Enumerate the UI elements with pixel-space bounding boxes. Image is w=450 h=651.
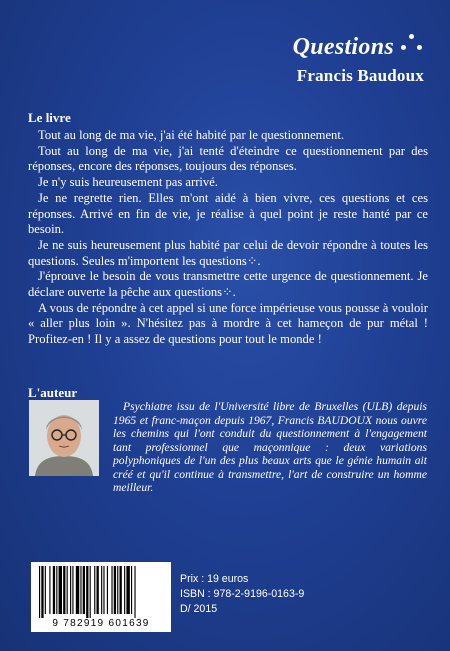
barcode-bar [41, 566, 43, 618]
small-dots-icon: ⁘ [222, 285, 233, 300]
barcode-bar [39, 566, 40, 618]
small-dots-icon: ⁘ [246, 253, 258, 268]
livre-paragraph: A vous de répondre à cet appel si une force impérieuse vous pousse à vouloir « aller plus loin ». N'hésitez pas à mordre à cet hameçon de pur métal ! Profitez-en ! Il y a assez de questions pour tout le monde ! [28, 300, 428, 347]
barcode-bar [45, 566, 46, 614]
barcode-bar [120, 566, 122, 614]
barcode-bar [80, 566, 81, 614]
barcode-number: 9 782919 601639 [52, 618, 150, 629]
livre-paragraph: Tout au long de ma vie, j'ai tenté d'éteindre ce questionnement par des réponses, encore des réponses, toujours des réponses. [28, 143, 428, 174]
livre-heading: Le livre [28, 110, 71, 125]
livre-paragraph: J'éprouve le besoin de vous transmettre cette urgence de questionnement. Je déclare ouverte la pêche aux questions [28, 269, 428, 300]
barcode-bars [31, 562, 171, 618]
three-dots-icon [400, 32, 424, 54]
barcode-bar [126, 566, 129, 614]
livre-text [28, 128, 428, 348]
barcode-bar [103, 566, 104, 614]
barcode-bar [83, 566, 85, 614]
livre-paragraph: Je ne regrette rien. Elles m'ont aidé à bien vivre, ces questions et ces réponses. Arrivé en fin de vie, je réalise à quel point je reste hanté par ce besoin. [28, 190, 428, 237]
barcode-bar [49, 566, 50, 614]
barcode-bar [107, 566, 108, 614]
barcode-bar [134, 566, 135, 618]
barcode-bar [114, 566, 116, 614]
book-info [180, 572, 304, 617]
barcode-bar [90, 566, 91, 618]
barcode-bar [97, 566, 99, 614]
author-photo [29, 400, 99, 476]
price-label: Prix : 19 euros [180, 573, 249, 585]
barcode-bar [124, 566, 125, 614]
barcode-bar [101, 566, 102, 614]
barcode-bar [72, 566, 73, 614]
barcode-bar [76, 566, 79, 614]
depot-label: D/ 2015 [180, 603, 218, 615]
barcode-bar [56, 566, 57, 614]
author-bio [113, 400, 427, 495]
barcode-bar [59, 566, 62, 614]
barcode-bar [111, 566, 112, 614]
title-block [293, 32, 424, 61]
auteur-heading: L'auteur [28, 385, 78, 400]
livre-paragraph-with-dots: J'éprouve le besoin de vous transmettre cette urgence de questionnement. Je déclare ouverte la pêche aux questions⁘. [28, 269, 428, 300]
barcode-bar [131, 566, 132, 614]
book-author: Francis Baudoux [296, 66, 424, 85]
livre-paragraph-with-dots: Je ne suis heureusement plus habité par celui de devoir répondre à toutes les questions. Seules m'importent les questions⁘. [28, 237, 428, 268]
livre-paragraph: Je n'y suis heureusement pas arrivé. [38, 175, 218, 190]
barcode-bar [67, 566, 68, 614]
isbn-label: ISBN : 978-2-9196-0163-9 [180, 588, 305, 600]
barcode-bar [70, 566, 71, 614]
barcode [31, 562, 171, 632]
barcode-bar [86, 566, 88, 618]
livre-paragraph: Je ne suis heureusement plus habité par celui de devoir répondre à toutes les questions. Seules m'importent les questions [28, 237, 428, 268]
barcode-bar [63, 566, 65, 614]
barcode-bar [117, 566, 118, 614]
livre-paragraph: Tout au long de ma vie, j'ai été habité par le questionnement. [38, 128, 344, 142]
author-bio-text: Psychiatre issu de l'Université libre de Bruxelles (ULB) depuis 1965 et franc-maçon depuis 1967, Francis BAUDOUX nous ouvre les chemins qui l'ont conduit du questionnement à l'engagement tant professionnel que maçonnique : deux variations polyphoniques de l'un des plus beaux arts que le génie humain ait créé et qu'il continue à transmettre, l'art de construire un homme meilleur. [113, 400, 427, 494]
book-title: Questions [292, 34, 394, 60]
barcode-bar [53, 566, 55, 614]
barcode-bar [94, 566, 95, 614]
